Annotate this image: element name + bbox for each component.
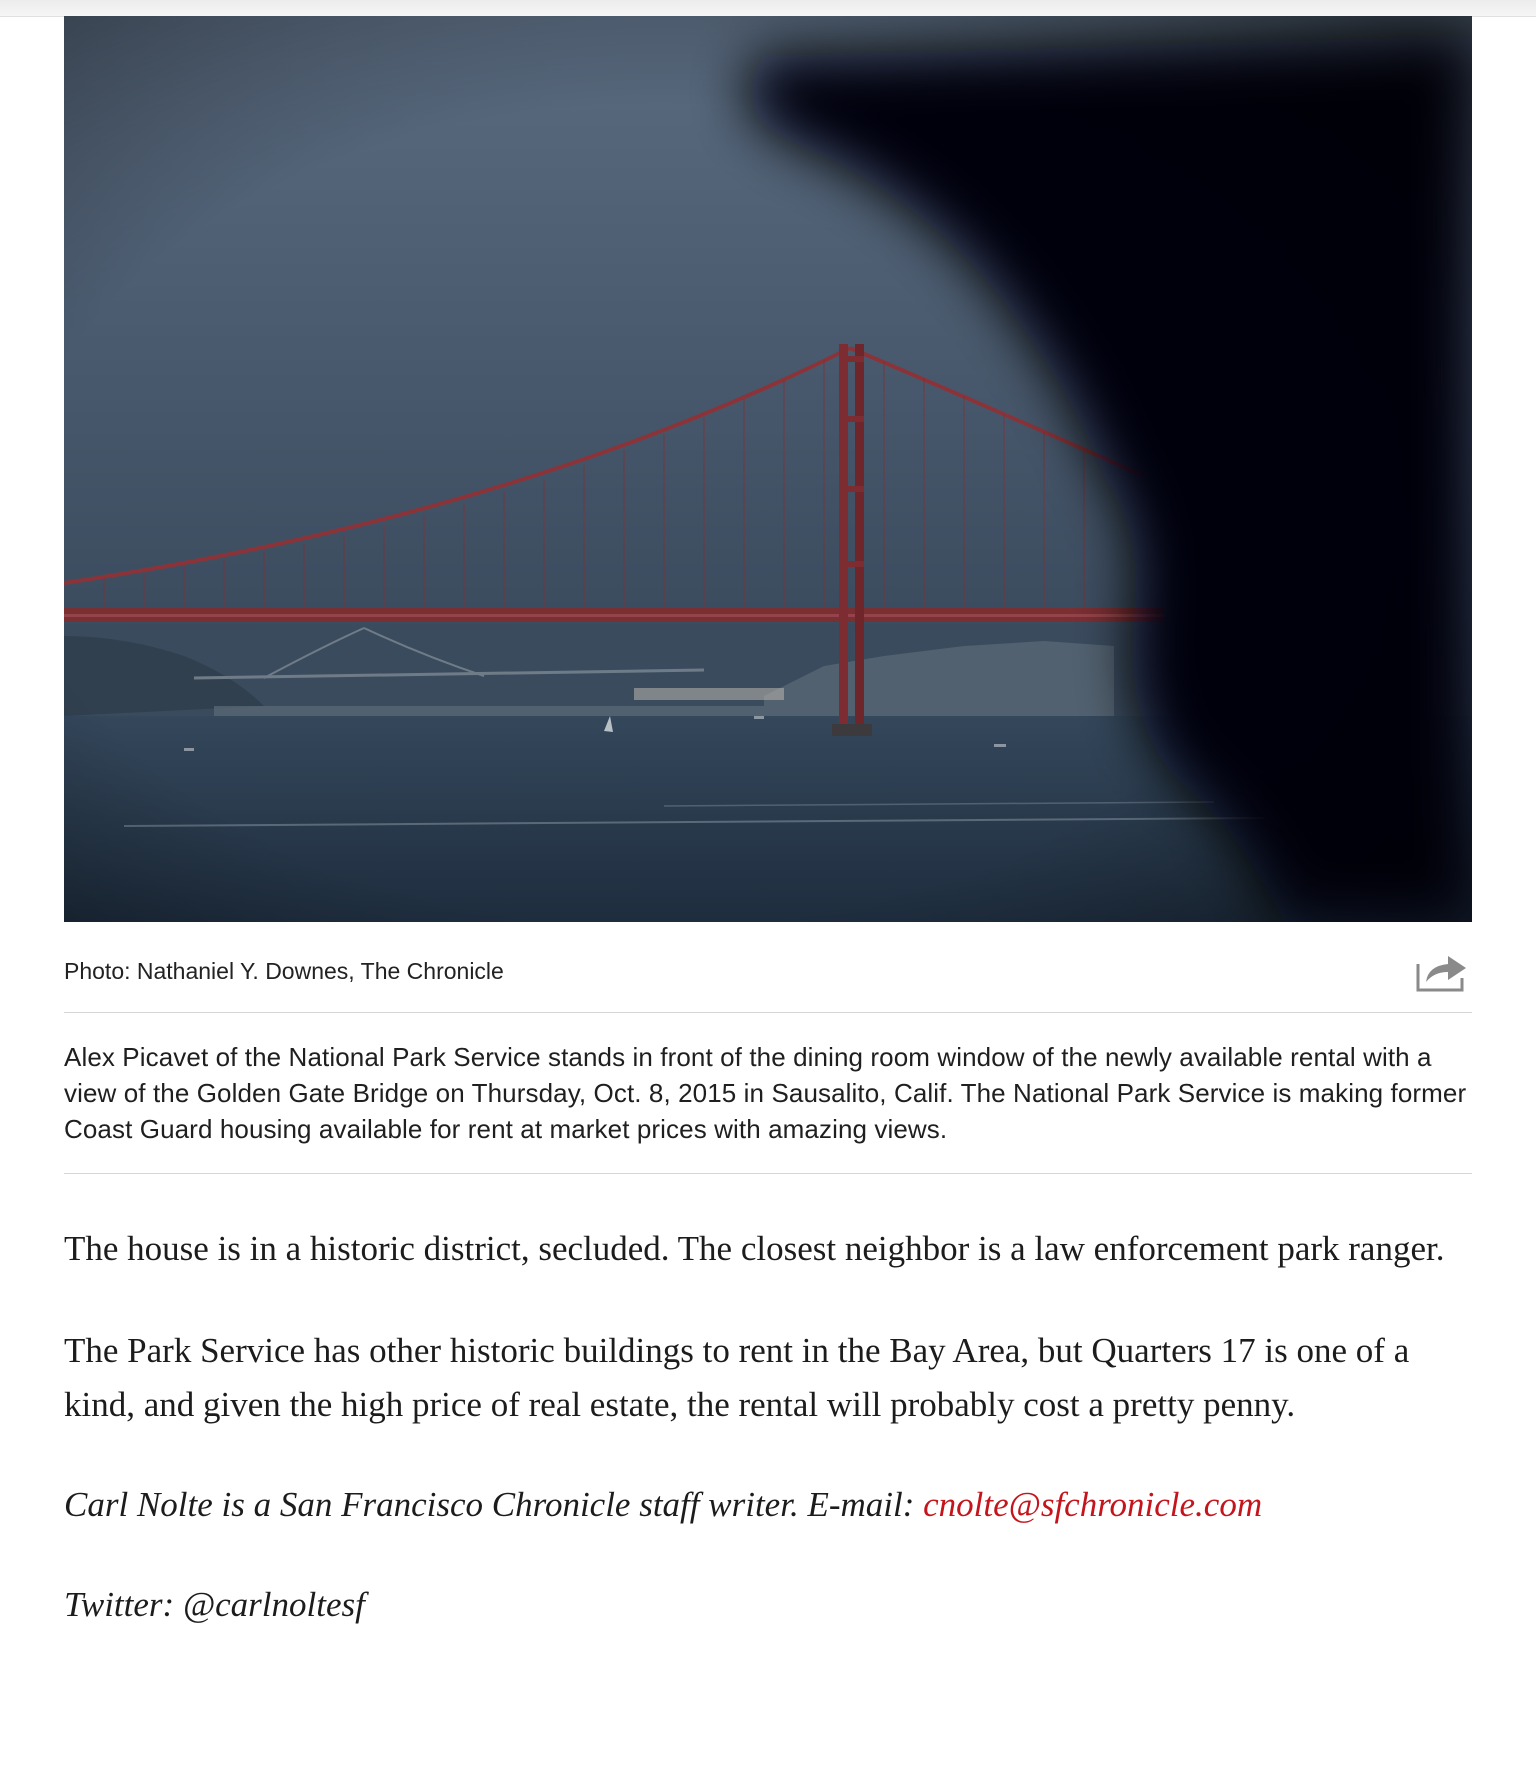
golden-gate-bridge-photo <box>64 16 1472 922</box>
author-bio-text: Carl Nolte is a San Francisco Chronicle staff writer. E-mail: <box>64 1485 924 1524</box>
browser-top-strip <box>0 0 1536 17</box>
article-body <box>64 1222 1472 1632</box>
article-photo[interactable] <box>64 16 1472 922</box>
paragraph: The house is in a historic district, secluded. The closest neighbor is a law enforcement park ranger. <box>64 1229 1445 1268</box>
article <box>64 16 1472 1632</box>
photo-caption: Alex Picavet of the National Park Service stands in front of the dining room window of the newly available rental with a view of the Golden Gate Bridge on Thursday, Oct. 8, 2015 in Sausalito, Calif. The National Park Service is making former Coast Guard housing available for rent at market prices with amazing views. <box>64 1013 1472 1174</box>
author-bio <box>64 1478 1472 1532</box>
paragraph: The Park Service has other historic buildings to rent in the Bay Area, but Quarters 17 is one of a kind, and given the high price of real estate, the rental will probably cost a pretty penny. <box>64 1331 1410 1424</box>
share-icon <box>1414 948 1472 996</box>
share-button[interactable] <box>1414 948 1472 996</box>
photo-credit: Photo: Nathaniel Y. Downes, The Chronicle <box>64 958 504 984</box>
author-twitter: Twitter: @carlnoltesf <box>64 1585 365 1624</box>
author-email-link[interactable]: cnolte@sfchronicle.com <box>923 1485 1263 1524</box>
photo-credit-row <box>64 922 1472 1013</box>
